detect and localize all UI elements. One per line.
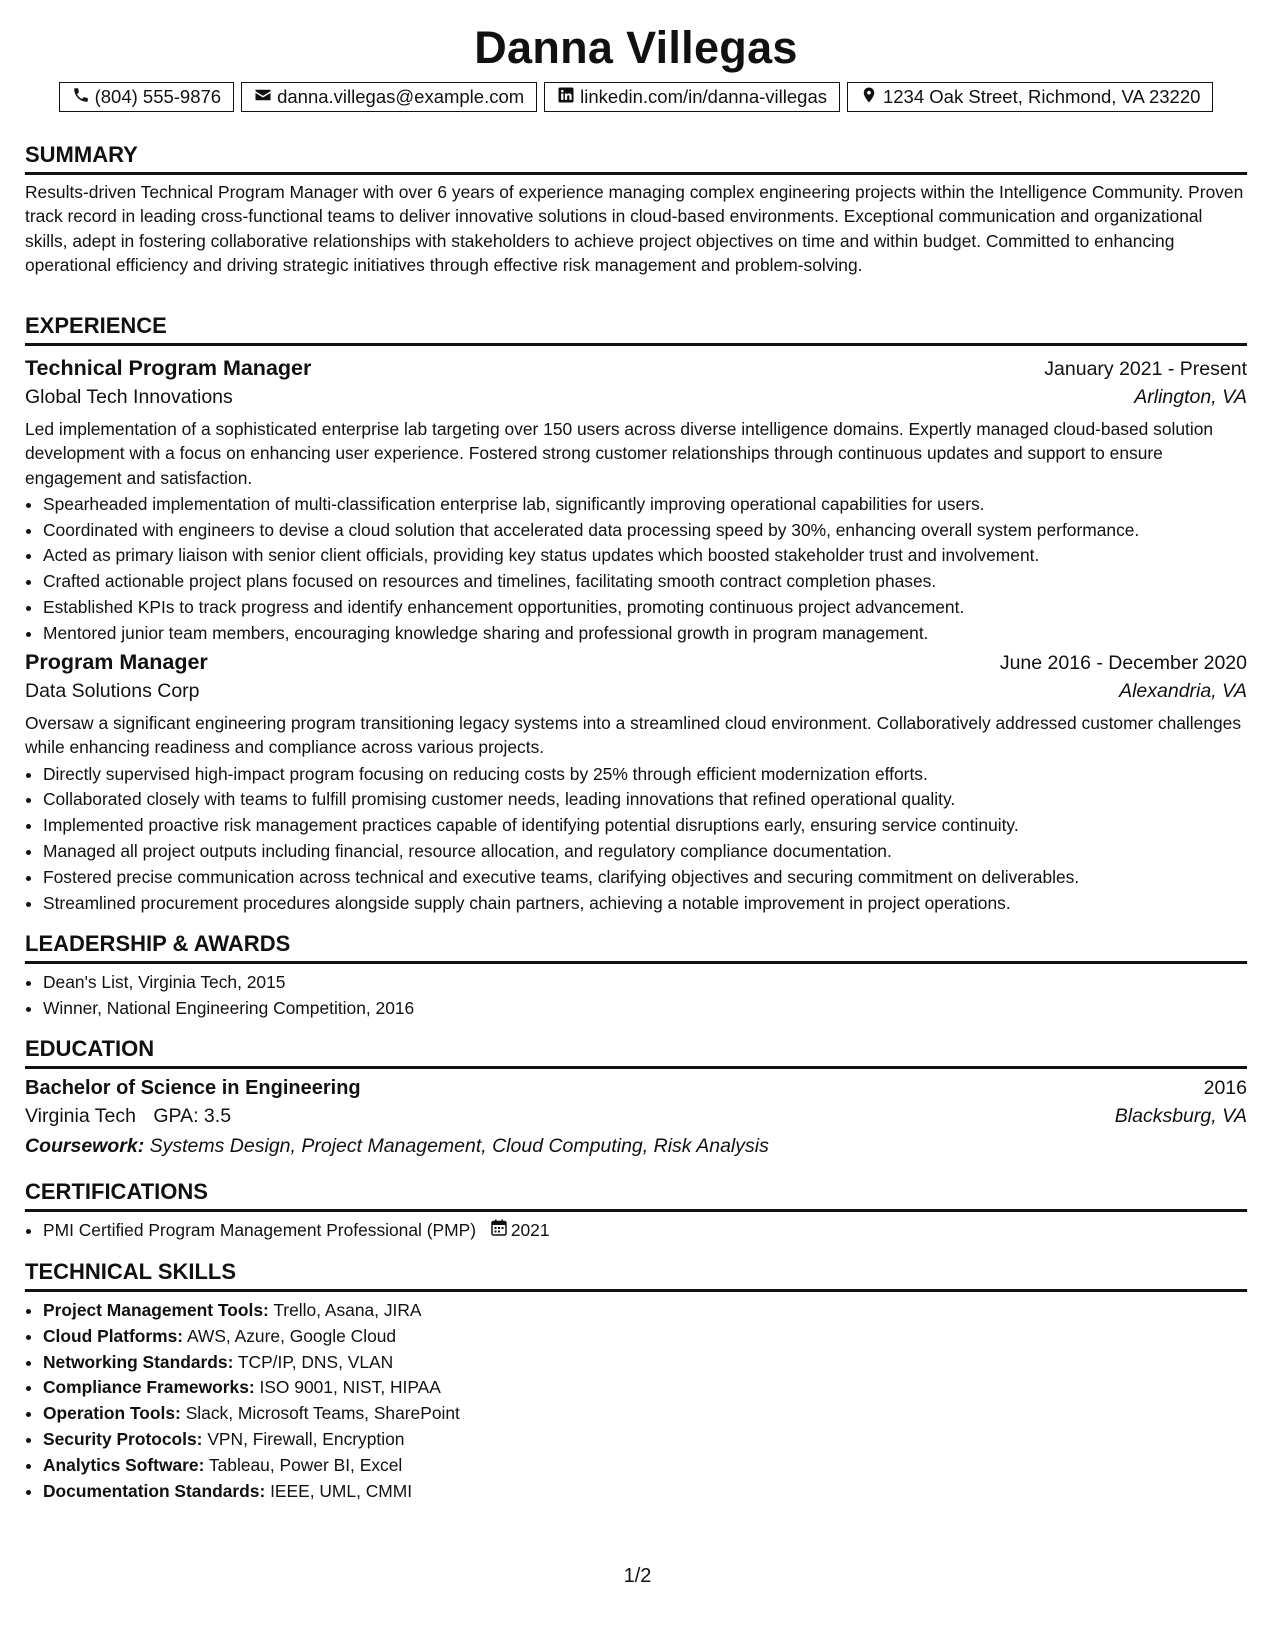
list-item: • Collaborated closely with teams to fulfill promising customer needs, leading innovations that refined operational quality.	[43, 787, 1247, 813]
job-description: Led implementation of a sophisticated enterprise lab targeting over 150 users across diverse intelligence domains. Expertly managed cloud-based solution development with a focus on enhancing user experience. Fostered strong customer relationships through continuous updates and support to ensure engagement and satisfaction.	[25, 419, 1214, 488]
skill-value: Tableau, Power BI, Excel	[208, 1454, 403, 1475]
resume-page	[25, 18, 1247, 1501]
email-text: danna.villegas@example.com	[277, 86, 525, 107]
school-location: Blacksburg, VA	[1114, 1105, 1247, 1127]
phone-text: (804) 555-9876	[94, 86, 222, 107]
leadership-section	[25, 931, 1247, 1022]
job-title: Technical Program Manager	[25, 356, 312, 380]
section-title-leadership: LEADERSHIP & AWARDS	[25, 931, 1247, 964]
address-text: 1234 Oak Street, Richmond, VA 23220	[882, 86, 1201, 107]
skill-label: Project Management Tools:	[43, 1300, 269, 1320]
linkedin-text: linkedin.com/in/danna-villegas	[580, 86, 827, 107]
contact-bar	[25, 82, 1247, 112]
company-name: Data Solutions Corp	[25, 680, 200, 702]
degree: Bachelor of Science in Engineering	[25, 1077, 361, 1099]
skill-value: Slack, Microsoft Teams, SharePoint	[185, 1403, 460, 1424]
coursework	[25, 1135, 1247, 1158]
skill-label: Networking Standards:	[43, 1351, 234, 1372]
skill-value: AWS, Azure, Google Cloud	[186, 1325, 397, 1346]
leadership-list	[25, 970, 1247, 1022]
list-item	[43, 1324, 1247, 1350]
skill-label: Analytics Software:	[43, 1454, 205, 1475]
skill-label: Cloud Platforms:	[43, 1325, 184, 1346]
map-marker-icon	[860, 86, 878, 109]
list-item	[43, 1298, 1247, 1324]
job-title: Program Manager	[25, 650, 208, 674]
list-item: • Implemented proactive risk management practices capable of identifying potential disruptions early, ensuring service continuity.	[43, 813, 1247, 839]
job-location: Arlington, VA	[1134, 386, 1247, 408]
skill-value: IEEE, UML, CMMI	[270, 1480, 413, 1501]
contact-email[interactable]	[241, 82, 537, 112]
list-item: • Mentored junior team members, encouraging knowledge sharing and professional growth in program management.	[43, 621, 1247, 647]
list-item: • Streamlined procurement procedures alongside supply chain partners, achieving a notable improvement in project operations.	[43, 891, 1247, 917]
phone-icon	[72, 86, 90, 109]
contact-linkedin[interactable]	[544, 82, 840, 112]
summary-text: Results-driven Technical Program Manager with over 6 years of experience managing complex engineering projects within the Intelligence Community. Proven track record in leading cross-functional teams to deliver innovative solutions in cloud-based environments. Exceptional communication and organizational skills, adept in fostering collaborative relationships with stakeholders to achieve project objectives on time and within budget. Committed to enhancing operational efficiency and driving strategic initiatives through effective risk management and problem-solving.	[25, 182, 1244, 275]
list-item	[43, 1375, 1247, 1401]
job-entry	[25, 356, 1247, 647]
section-title-summary: SUMMARY	[25, 142, 1247, 175]
graduation-year: 2016	[1203, 1077, 1247, 1099]
gpa: GPA: 3.5	[153, 1105, 232, 1127]
list-item: • Spearheaded implementation of multi-classification enterprise lab, significantly improving operational capabilities for users.	[43, 492, 1247, 518]
skill-value: Trello, Asana, JIRA	[273, 1300, 422, 1320]
list-item: • Winner, National Engineering Competition, 2016	[43, 996, 1247, 1022]
list-item: • Established KPIs to track progress and identify enhancement opportunities, promoting continuous project advancement.	[43, 595, 1247, 621]
skill-label: Documentation Standards:	[43, 1480, 266, 1501]
certifications-section	[25, 1179, 1247, 1244]
section-title-education: EDUCATION	[25, 1036, 1247, 1069]
contact-phone[interactable]	[59, 82, 235, 112]
candidate-name: Danna Villegas	[474, 22, 798, 73]
section-title-experience: EXPERIENCE	[25, 313, 1247, 346]
section-title-certifications: CERTIFICATIONS	[25, 1179, 1247, 1212]
contact-address	[847, 82, 1213, 112]
list-item	[43, 1427, 1247, 1453]
skills-list	[25, 1298, 1247, 1504]
company-name: Global Tech Innovations	[25, 386, 233, 408]
list-item	[43, 1401, 1247, 1427]
job-date: January 2021 - Present	[1044, 358, 1247, 380]
school-name: Virginia Tech	[25, 1105, 136, 1127]
list-item	[43, 1453, 1247, 1479]
envelope-icon	[254, 86, 272, 109]
list-item: • Acted as primary liaison with senior client officials, providing key status updates which boosted stakeholder trust and involvement.	[43, 543, 1247, 569]
list-item	[43, 1479, 1247, 1505]
skill-value: TCP/IP, DNS, VLAN	[237, 1351, 394, 1372]
summary-section	[25, 142, 1247, 277]
skill-value: VPN, Firewall, Encryption	[207, 1428, 405, 1449]
job-description: Oversaw a significant engineering program transitioning legacy systems into a streamlined cloud environment. Collaboratively addressed customer challenges while enhancing readiness and compliance across various projects.	[25, 713, 1242, 758]
page-number: 1/2	[623, 1565, 652, 1587]
list-item: • Directly supervised high-impact program focusing on reducing costs by 25% through efficient modernization efforts.	[43, 762, 1247, 788]
skill-label: Compliance Frameworks:	[43, 1377, 255, 1398]
list-item: • Crafted actionable project plans focused on resources and timelines, facilitating smooth contract completion phases.	[43, 569, 1247, 595]
job-date: June 2016 - December 2020	[999, 652, 1247, 674]
section-title-skills: TECHNICAL SKILLS	[25, 1259, 1247, 1292]
skill-value: ISO 9001, NIST, HIPAA	[259, 1377, 441, 1398]
certification-year: 2021	[510, 1220, 550, 1240]
linkedin-icon	[557, 86, 575, 109]
job-bullets	[25, 762, 1247, 917]
list-item: • Fostered precise communication across technical and executive teams, clarifying objectives and securing commitment on deliverables.	[43, 865, 1247, 891]
coursework-label: Coursework:	[25, 1135, 145, 1157]
certifications-list	[25, 1218, 1247, 1244]
list-item: • Coordinated with engineers to devise a cloud solution that accelerated data processing speed by 30%, enhancing overall system performance.	[43, 518, 1247, 544]
list-item: • Managed all project outputs including financial, resource allocation, and regulatory compliance documentation.	[43, 839, 1247, 865]
list-item: • Dean's List, Virginia Tech, 2015	[43, 970, 1247, 996]
calendar-icon	[491, 1218, 507, 1244]
skill-label: Security Protocols:	[43, 1428, 203, 1449]
skills-section	[25, 1259, 1247, 1504]
list-item	[43, 1218, 1247, 1244]
certification-name: PMI Certified Program Management Professional (PMP)	[43, 1220, 476, 1240]
job-bullets	[25, 492, 1247, 647]
job-entry	[25, 650, 1247, 916]
list-item	[43, 1350, 1247, 1376]
skill-label: Operation Tools:	[43, 1403, 181, 1424]
education-section	[25, 1036, 1247, 1158]
coursework-list: Systems Design, Project Management, Cloud Computing, Risk Analysis	[149, 1135, 769, 1157]
job-location: Alexandria, VA	[1119, 680, 1247, 702]
experience-section	[25, 313, 1247, 647]
